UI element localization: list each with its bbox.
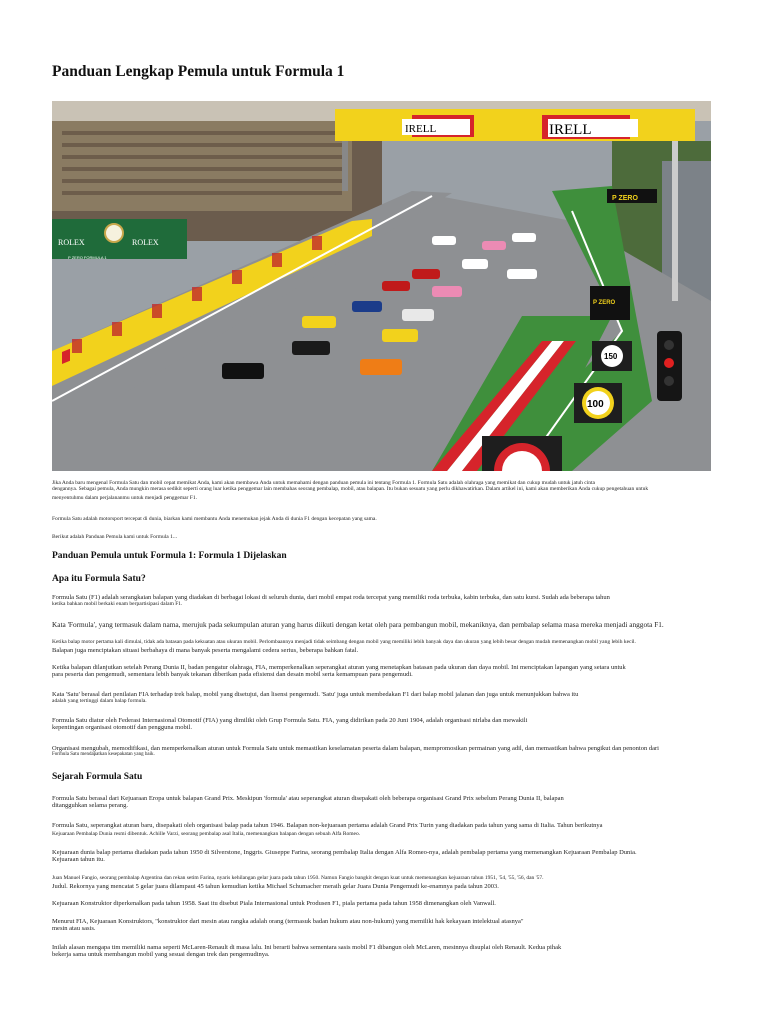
- paragraph-11a: Juan Manuel Fangio, seorang pembalap Argentina dan rekan setim Farina, nyaris kehilangan gelar juara pada tahun 1950. Namun Fangio bangkit dengan kuat untuk memenangkan kejuaraan tahun 1951, '54, '55, '56, dan '57.: [52, 875, 544, 881]
- intro-paragraph-3: Berikut adalah Panduan Pemula kami untuk Formula 1...: [52, 534, 177, 540]
- pit-traffic-light: [657, 331, 682, 401]
- section-heading-explained: Panduan Pemula untuk Formula 1: Formula 1 Dijelaskan: [52, 551, 287, 561]
- paragraph-13: Menurut FIA, Kejuaraan Konstruktors, "konstruktor dari mesin atau rangka adalah orang (termasuk badan hukum atau non-hukum) yang memiliki hak kekayaan intelektual atasnya" mesin atau sasis.: [52, 918, 524, 932]
- distance-board-50: [482, 436, 562, 471]
- article-title: Panduan Lengkap Pemula untuk Formula 1: [52, 63, 345, 80]
- svg-text:150: 150: [604, 352, 618, 361]
- intro-paragraph: [52, 480, 648, 501]
- rolex-text-2: ROLEX: [132, 238, 159, 247]
- distance-board-150: [592, 341, 632, 371]
- rolex-sign: [52, 219, 187, 259]
- paragraph-9a: Formula Satu, seperangkat aturan baru, disepakati oleh organisasi balap pada tahun 1946. Balapan non-kejuaraan pertama adalah Grand Prix Turin yang diadakan pada tahun yang sama di Italia. Tahun berikutnya: [52, 822, 603, 829]
- race-start-illustration: [52, 101, 711, 471]
- svg-text:P ZERO: P ZERO: [593, 300, 616, 306]
- paragraph-3b: Balapan juga menciptakan situasi berbahaya di mana banyak peserta mengalami cedera serius, beberapa bahkan fatal.: [52, 647, 359, 654]
- section-heading-history: Sejarah Formula Satu: [52, 772, 143, 782]
- intro-line-1: Jika Anda baru mengenal Formula Satu dan mobil cepat memikat Anda, kami akan membawa Anda untuk memahami dengan panduan pemula ini tentang Formula 1. Formula Satu adalah olahraga yang memikat dan cukup mudah untuk jatuh cinta: [52, 480, 595, 486]
- formula-banner-text: P ZERO FORMULA 1: [68, 255, 107, 260]
- paragraph-5: Kata 'Satu' berasal dari penilaian FIA terhadap trek balap, mobil yang disetujui, dan lisensi pengemudi. 'Satu' juga untuk membedakan F1 dari balap mobil jalanan dan juga untuk menunjukkan bahwa itu adalah yang tertinggi dalam balap formula.: [52, 691, 579, 704]
- paragraph-3a: Ketika balap motor pertama kali dimulai, tidak ada batasan pada kekuatan atau ukuran mobil. Perlombaannya menjadi tidak seimbang dengan mobil yang memiliki lebih banyak daya dan ukuran yang lebih besar dengan mudah memenangkan mobil yang lebih kecil.: [52, 639, 636, 645]
- intro-line-2: dengannya. Sebagai pemula, Anda mungkin merasa sedikit seperti orang luar ketika penggemar lain membahas seorang pembalap, mobil, atau balapan. Itu bukan sesuatu yang perlu dikhawatirkan. Dalam artikel ini, kami akan memberikan Anda cukup pengetahuan untuk: [52, 486, 649, 492]
- paragraph-11b: Judul. Rekornya yang mencatat 5 gelar juara dilampaui 45 tahun kemudian ketika Michael Schumacher meraih gelar Juara Dunia Pengemudi ke-enamnya pada tahun 2003.: [52, 883, 499, 890]
- paragraph-7: Organisasi mengubah, memodifikasi, dan memperkenalkan aturan untuk Formula Satu untuk memastikan keselamatan peserta dalam balapan, mempromosikan permainan yang adil, dan memastikan bahwa pengikut dan penonton dari Formula Satu mendapatkan kesepakatan yang baik.: [52, 745, 659, 757]
- distance-board-100: [574, 383, 622, 423]
- paragraph-12: Kejuaraan Konstruktor diperkenalkan pada tahun 1958. Saat itu disebut Piala Internasional untuk Produsen F1, piala pertama pada tahun 1958 dimenangkan oleh Vanwall.: [52, 900, 496, 907]
- paragraph-1: Formula Satu (F1) adalah serangkaian balapan yang diadakan di berbagai lokasi di seluruh dunia, dari mobil empat roda tercepat yang memiliki roda terbuka, kabin terbuka, dan satu kursi. Sudah ada beberapa tahun ketika bahkan mobil berkaki enam berpartisipasi dalam F1.: [52, 594, 610, 607]
- svg-text:P ZERO: P ZERO: [612, 195, 638, 202]
- banner-text-2: IRELL: [549, 122, 592, 138]
- paragraph-6: Formula Satu diatur oleh Federasi Internasional Otomotif (FIA) yang dimiliki oleh Grup Formula Satu. FIA, yang didirikan pada 20 Juni 1904, adalah organisasi nirlaba dan mewakili kepentingan organisasi otomotif dan pengguna mobil.: [52, 717, 528, 731]
- rolex-text-1: ROLEX: [58, 238, 85, 247]
- subheading-what-is-f1: Apa itu Formula Satu?: [52, 574, 146, 584]
- paragraph-2: Kata 'Formula', yang termasuk dalam nama, merujuk pada sekumpulan aturan yang harus diikuti dengan ketat oleh para pembangun mobil, mekaniknya, dan pembalap selama masa mereka menjadi anggota F1.: [52, 620, 664, 629]
- paragraph-9b: Kejuaraan Pembalap Dunia resmi dibentuk. Achille Varzi, seorang pembalap asal Italia, memenangkan balapan dengan sebuah Alfa Romeo.: [52, 831, 361, 837]
- paragraph-8: Formula Satu berasal dari Kejuaraan Eropa untuk balapan Grand Prix. Meskipun 'formula' atau seperangkat aturan disepakati oleh beberapa organisasi Grand Prix sebelum Perang Dunia II, balapan ditangguhkan selama perang.: [52, 795, 564, 809]
- paragraph-4: Ketika balapan dilanjutkan setelah Perang Dunia II, badan pengatur olahraga, FIA, memperkenalkan seperangkat aturan yang menetapkan batasan pada ukuran dan daya mobil. Ini menciptakan lapangan yang setara untuk para peserta dan pengemudi, sementara lebih banyak tekanan diberikan pada efisiensi dan desain mobil serta kemampuan para pengemudi.: [52, 664, 626, 678]
- paragraph-14: Inilah alasan mengapa tim memiliki nama seperti McLaren-Renault di masa lalu. Ini berarti bahwa sementara sasis mobil F1 dibangun oleh McLaren, mesinnya disuplai oleh Renault. Kedua pihak bekerja sama untuk membangun mobil yang sesuai dengan trek dan pengemudinya.: [52, 944, 562, 958]
- intro-line-3: menyentuhmu dalam perjalananmu untuk menjadi penggemar F1.: [52, 495, 197, 501]
- paragraph-10: Kejuaraan dunia balap pertama diadakan pada tahun 1950 di Silverstone, Inggris. Giuseppe Farina, seorang pembalap Italia dengan Alfa Romeo-nya, adalah pembalap pertama yang memenangkan Kejuaraan Pembalap Dunia. Kejuaraan tahun itu.: [52, 849, 637, 863]
- hero-image-f1-race-start: [52, 101, 711, 471]
- banner-text-1: IRELL: [405, 123, 437, 135]
- intro-paragraph-2: Formula Satu adalah motorsport tercepat di dunia, biarkan kami membantu Anda menemukan jejak Anda di dunia F1 dengan kecepatan yang sama.: [52, 516, 377, 522]
- svg-text:100: 100: [587, 399, 604, 410]
